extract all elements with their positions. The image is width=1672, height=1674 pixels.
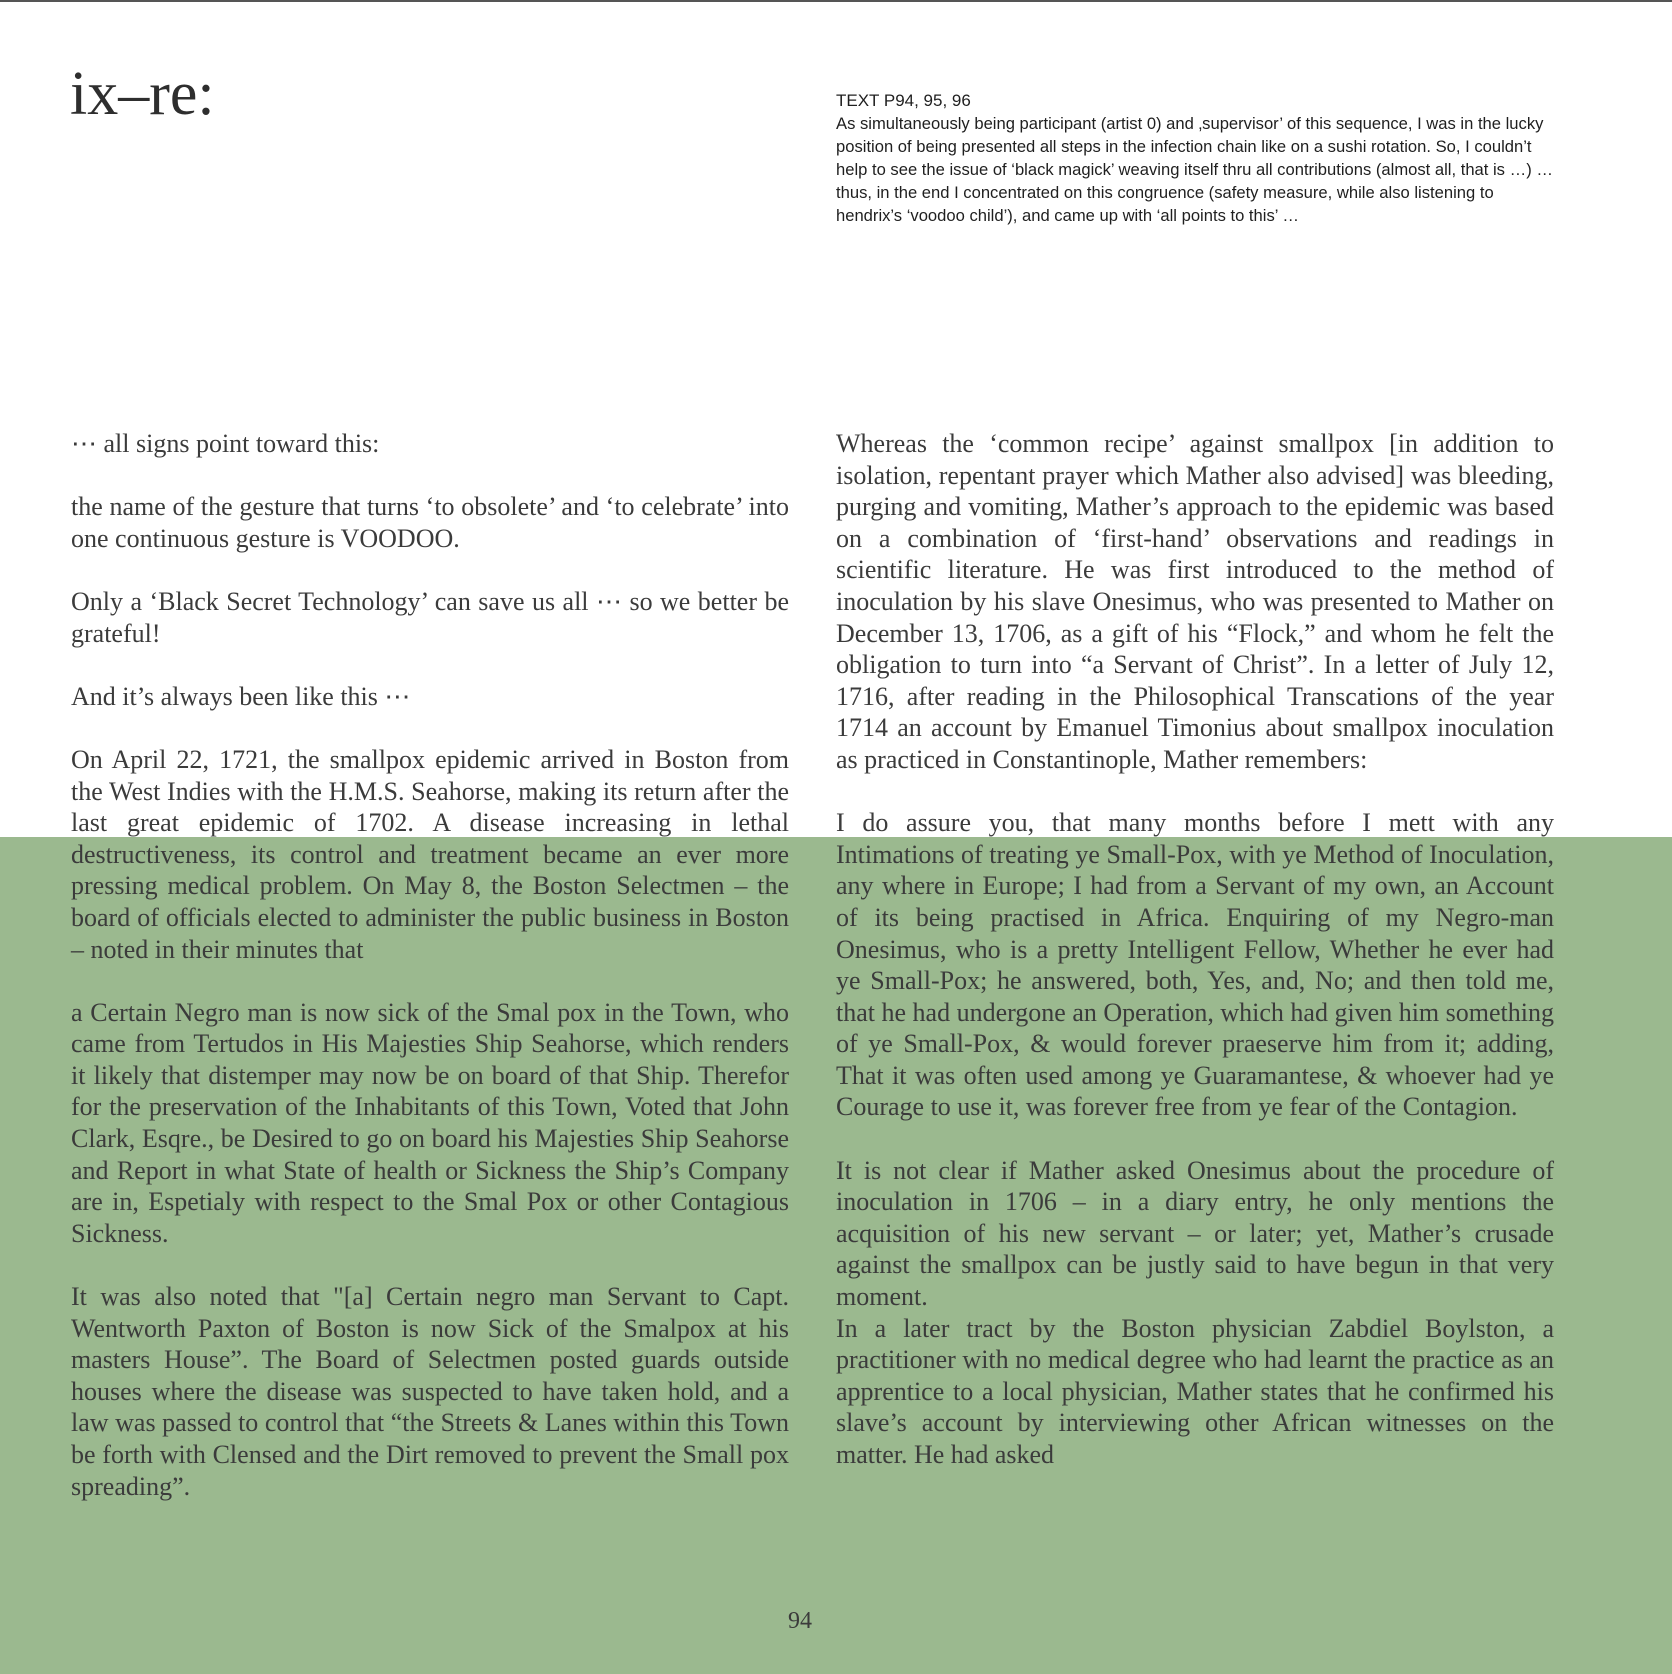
quote-paragraph: a Certain Negro man is now sick of the Smal pox in the Town, who came from Tertudos in His Majesties Ship Seahorse, which renders it likely that distemper may now be on board of that Ship. Therefor for the preservation of the Inhabitants of this Town, Voted that John Clark, Esqre., be Desired to go on board his Majesties Ship Seahorse and Report in what State of health or Sickness the Ship’s Company are in, Espetialy with respect to the Smal Pox or other Contagious Sickness.	[71, 997, 789, 1248]
paragraph: And it’s always been like this ⋯	[71, 681, 411, 711]
paragraph: ⋯ all signs point toward this:	[71, 429, 380, 458]
page-title: ix–re:	[70, 60, 215, 128]
paragraph: On April 22, 1721, the smallpox epidemic arrived in Boston from the West Indies with the H.M.S. Seahorse, making its return after the last great epidemic of 1702. A disease increasing in lethal destructiveness, its control and treatment became an ever more pressing medical problem. On May 8, the Boston Selectmen – the board of officials elected to administer the public business in Boston – noted in their minutes that	[71, 744, 789, 964]
paragraph: In a later tract by the Boston physician Zabdiel Boylston, a practitioner with no medical degree who had learnt the practice as an apprentice to a local physician, Mather states that he confirmed his slave’s account by interviewing other African witnesses on the matter. He had asked	[836, 1313, 1554, 1469]
top-rule	[0, 0, 1672, 2]
intro-note	[836, 90, 1556, 227]
quote-paragraph: I do assure you, that many months before I mett with any Intimations of treating ye Small-Pox, with ye Method of Inoculation, any where in Europe; I had from a Servant of my own, an Account of its being practised in Africa. Enquiring of my Negro-man Onesimus, who is a pretty Intelligent Fellow, Whether he ever had ye Small-Pox; he answered, both, Yes, and, No; and then told me, that he had undergone an Operation, which had given him something of ye Small-Pox, & would forever praeserve him from it; adding, That it was often used among ye Guaramantese, & whoever had ye Courage to use it, was forever free from ye fear of the Contagion.	[836, 808, 1554, 1122]
intro-heading: TEXT P94, 95, 96	[836, 91, 971, 110]
paragraph: Only a ‘Black Secret Technology’ can save us all ⋯ so we better be grateful!	[71, 586, 789, 648]
paragraph: It was also noted that "[a] Certain negro man Servant to Capt. Wentworth Paxton of Boston is now Sick of the Smalpox at his masters House”. The Board of Selectmen posted guards outside houses where the disease was suspected to have taken hold, and a law was passed to control that “the Streets & Lanes within this Town be forth with Clensed and the Dirt removed to prevent the Small pox spreading”.	[71, 1282, 789, 1501]
paragraph: the name of the gesture that turns ‘to obsolete’ and ‘to celebrate’ into one continuous gesture is VOODOO.	[71, 492, 789, 553]
paragraph: It is not clear if Mather asked Onesimus about the procedure of inoculation in 1706 – in a diary entry, he only mentions the acquisition of his new servant – or later; yet, Mather’s crusade against the smallpox can be justly said to have begun in that very moment.	[836, 1155, 1554, 1312]
intro-body: As simultaneously being participant (artist 0) and ‚supervisor’ of this sequence, I was in the lucky position of being presented all steps in the infection chain like on a sushi rotation. So, I couldn’t help to see the issue of ‘black magick’ weaving itself thru all contributions (almost all, that is …) … thus, in the end I concentrated on this congruence (safety measure, while also listening to hendrix’s ‘voodoo child’), and came up with ‘all points to this’ …	[836, 114, 1553, 225]
page-number: 94	[788, 1608, 812, 1634]
paragraph: Whereas the ‘common recipe’ against smallpox [in addition to isolation, repentant prayer which Mather also advised] was bleeding, purging and vomiting, Mather’s approach to the epidemic was based on a combination of ‘first-hand’ observations and readings in scientific literature. He was first introduced to the method of inoculation by his slave Onesimus, who was presented to Mather on December 13, 1706, as a gift of his “Flock,” and whom he felt the obligation to turn into “a Servant of Christ”. In a letter of July 12, 1716, after reading in the Philosophical Transcations of the year 1714 an account by Emanuel Timonius about smallpox inoculation as practiced in Constantinople, Mather remembers:	[836, 429, 1554, 774]
right-column	[836, 428, 1554, 1471]
left-column	[71, 428, 789, 1502]
